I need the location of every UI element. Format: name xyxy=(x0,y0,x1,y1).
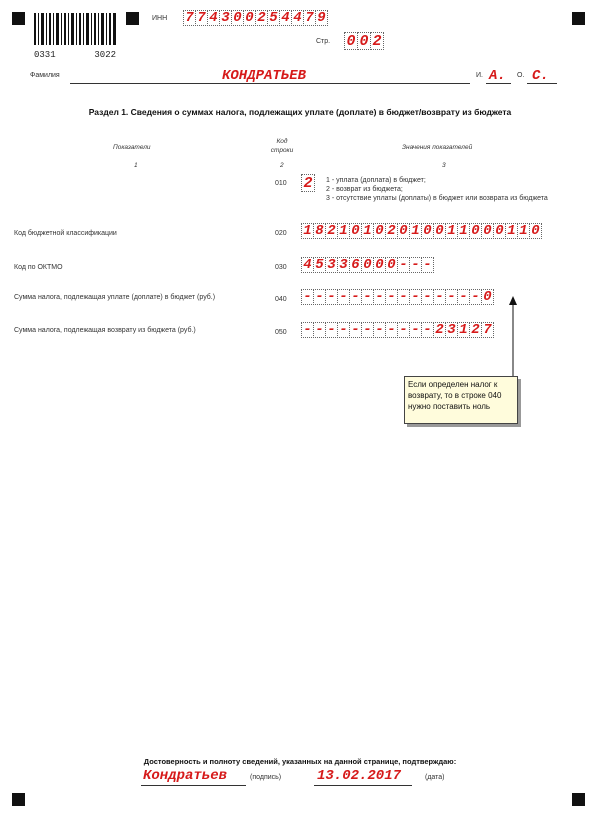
digit-cell[interactable]: - xyxy=(445,289,458,305)
digit-cell[interactable]: 4 xyxy=(291,10,304,26)
signature-value[interactable]: Кондратьев xyxy=(143,768,228,784)
header-col-values: Значения показателей xyxy=(402,144,473,151)
digit-cell[interactable]: 0 xyxy=(357,32,371,50)
initial-o-label: О. xyxy=(517,72,525,79)
digit-cell[interactable]: - xyxy=(325,322,338,338)
digit-cell[interactable]: 3 xyxy=(337,257,350,273)
digit-cell[interactable]: - xyxy=(385,322,398,338)
signature-label: (подпись) xyxy=(250,774,282,781)
digit-cell[interactable]: 0 xyxy=(493,223,506,239)
digit-cell[interactable]: 1 xyxy=(445,223,458,239)
date-underline xyxy=(314,785,412,786)
header-col-code-line1: Код xyxy=(276,138,288,145)
digit-cell[interactable]: - xyxy=(469,289,482,305)
digit-cell[interactable]: - xyxy=(409,257,422,273)
digit-cell[interactable]: 0 xyxy=(481,289,494,305)
inn-label: ИНН xyxy=(152,15,168,22)
digit-cell[interactable]: - xyxy=(457,289,470,305)
digit-cell[interactable]: 4 xyxy=(279,10,292,26)
row-040-label: Сумма налога, подлежащая уплате (доплате) в бюджет (руб.) xyxy=(14,294,216,301)
row-030-code: 030 xyxy=(275,264,287,271)
digit-cell[interactable]: 4 xyxy=(207,10,220,26)
digit-cell[interactable]: - xyxy=(433,289,446,305)
digit-cell[interactable]: 7 xyxy=(183,10,196,26)
digit-cell[interactable]: 7 xyxy=(303,10,316,26)
barcode-bars xyxy=(34,13,116,45)
initial-i-label: И. xyxy=(476,72,483,79)
page-number-field[interactable] xyxy=(344,32,383,50)
date-value[interactable]: 13.02.2017 xyxy=(317,768,402,784)
row-050-field[interactable] xyxy=(301,322,493,338)
digit-cell[interactable]: - xyxy=(385,289,398,305)
digit-cell[interactable]: 0 xyxy=(421,223,434,239)
row-020-label: Код бюджетной классификации xyxy=(14,230,117,237)
digit-cell[interactable]: - xyxy=(349,322,362,338)
initial-i-value[interactable]: А. xyxy=(489,68,506,84)
digit-cell[interactable]: 0 xyxy=(373,257,386,273)
row-020-code: 020 xyxy=(275,230,287,237)
row-020-field[interactable] xyxy=(301,223,541,239)
digit-cell[interactable]: 5 xyxy=(313,257,326,273)
digit-cell[interactable]: - xyxy=(397,289,410,305)
digit-cell[interactable]: 4 xyxy=(301,257,314,273)
digit-cell[interactable]: 6 xyxy=(349,257,362,273)
corner-marker-top-right xyxy=(572,12,585,25)
digit-cell[interactable]: - xyxy=(301,322,314,338)
digit-cell[interactable]: 0 xyxy=(344,32,358,50)
page-label: Стр. xyxy=(316,38,331,45)
note-text: Если определен налог к возврату, то в строке 040 нужно поставить ноль xyxy=(408,380,502,411)
digit-cell[interactable]: 2 xyxy=(370,32,384,50)
barcode-number-left: 0331 xyxy=(34,50,56,60)
row-010-options xyxy=(326,176,548,203)
corner-marker-bottom-left xyxy=(12,793,25,806)
signature-underline xyxy=(141,785,246,786)
row-050-code: 050 xyxy=(275,329,287,336)
note-callout xyxy=(404,376,518,424)
row-030-label: Код по ОКТМО xyxy=(14,264,63,271)
digit-cell[interactable]: 2 xyxy=(325,223,338,239)
digit-cell[interactable]: 7 xyxy=(195,10,208,26)
digit-cell[interactable]: - xyxy=(409,322,422,338)
header-num-2: 2 xyxy=(280,162,284,169)
digit-cell[interactable]: - xyxy=(313,289,326,305)
row-010-code: 010 xyxy=(275,180,287,187)
digit-cell[interactable]: - xyxy=(373,322,386,338)
digit-cell[interactable]: 1 xyxy=(457,223,470,239)
row-050-label: Сумма налога, подлежащая возврату из бюджета (руб.) xyxy=(14,327,196,334)
digit-cell[interactable]: 3 xyxy=(325,257,338,273)
row-010-option-2: 2 - возврат из бюджета; xyxy=(326,186,403,193)
digit-cell[interactable]: 0 xyxy=(373,223,386,239)
row-030-field[interactable] xyxy=(301,257,433,273)
digit-cell[interactable]: 1 xyxy=(409,223,422,239)
digit-cell[interactable]: 1 xyxy=(301,223,314,239)
surname-label: Фамилия xyxy=(30,72,60,79)
digit-cell[interactable]: 2 xyxy=(433,322,446,338)
digit-cell[interactable]: - xyxy=(325,289,338,305)
digit-cell[interactable]: 1 xyxy=(505,223,518,239)
date-label: (дата) xyxy=(425,774,445,781)
digit-cell[interactable]: - xyxy=(361,322,374,338)
digit-cell[interactable]: 2 xyxy=(385,223,398,239)
corner-marker-bottom-right xyxy=(572,793,585,806)
barcode xyxy=(34,13,116,60)
digit-cell[interactable]: 0 xyxy=(397,223,410,239)
initial-o-value[interactable]: С. xyxy=(532,68,549,84)
row-010-option-3: 3 - отсутствие уплаты (доплаты) в бюджет или возврата из бюджета xyxy=(326,195,548,202)
header-num-1: 1 xyxy=(134,162,138,169)
header-col-indicators: Показатели xyxy=(113,144,151,151)
digit-cell[interactable]: - xyxy=(373,289,386,305)
row-040-field[interactable] xyxy=(301,289,493,305)
digit-cell[interactable]: 1 xyxy=(457,322,470,338)
digit-cell[interactable]: 0 xyxy=(231,10,244,26)
digit-cell[interactable]: - xyxy=(421,322,434,338)
header-col-code xyxy=(262,137,302,155)
digit-cell[interactable]: 0 xyxy=(529,223,542,239)
corner-marker-top-left xyxy=(12,12,25,25)
surname-value[interactable]: КОНДРАТЬЕВ xyxy=(222,68,307,84)
footer-confirmation: Достоверность и полноту сведений, указанных на данной странице, подтверждаю: xyxy=(143,757,457,766)
digit-cell[interactable]: 0 xyxy=(433,223,446,239)
digit-cell[interactable]: 3 xyxy=(219,10,232,26)
digit-cell[interactable]: 0 xyxy=(469,223,482,239)
digit-cell[interactable]: - xyxy=(313,322,326,338)
digit-cell[interactable]: 1 xyxy=(517,223,530,239)
digit-cell[interactable]: 2 xyxy=(255,10,268,26)
digit-cell[interactable]: 9 xyxy=(315,10,328,26)
digit-cell[interactable]: - xyxy=(301,289,314,305)
digit-cell[interactable]: 0 xyxy=(481,223,494,239)
digit-cell[interactable]: 0 xyxy=(385,257,398,273)
digit-cell[interactable]: 2 xyxy=(469,322,482,338)
digit-cell[interactable]: - xyxy=(421,257,434,273)
section-title: Раздел 1. Сведения о суммах налога, подлежащих уплате (доплате) в бюджет/возврату из бюджета xyxy=(88,107,512,117)
digit-cell[interactable]: - xyxy=(409,289,422,305)
header-col-code-line2: строки xyxy=(270,147,294,154)
row-010-option-1: 1 - уплата (доплата) в бюджет; xyxy=(326,177,426,184)
digit-cell[interactable]: 7 xyxy=(481,322,494,338)
digit-cell[interactable]: - xyxy=(421,289,434,305)
digit-cell[interactable]: 2 xyxy=(301,174,315,192)
digit-cell[interactable]: - xyxy=(337,289,350,305)
digit-cell[interactable]: 8 xyxy=(313,223,326,239)
digit-cell[interactable]: 0 xyxy=(349,223,362,239)
note-arrow xyxy=(500,296,530,380)
digit-cell[interactable]: 5 xyxy=(267,10,280,26)
corner-marker-top-center xyxy=(126,12,139,25)
header-num-3: 3 xyxy=(442,162,446,169)
digit-cell[interactable]: - xyxy=(337,322,350,338)
digit-cell[interactable]: - xyxy=(361,289,374,305)
digit-cell[interactable]: 1 xyxy=(337,223,350,239)
digit-cell[interactable]: - xyxy=(397,322,410,338)
digit-cell[interactable]: 0 xyxy=(361,257,374,273)
digit-cell[interactable]: 1 xyxy=(361,223,374,239)
digit-cell[interactable]: 3 xyxy=(445,322,458,338)
row-010-field[interactable] xyxy=(301,174,314,192)
digit-cell[interactable]: 0 xyxy=(243,10,256,26)
row-040-code: 040 xyxy=(275,296,287,303)
inn-field[interactable] xyxy=(183,10,327,26)
digit-cell[interactable]: - xyxy=(349,289,362,305)
digit-cell[interactable]: - xyxy=(397,257,410,273)
barcode-number-right: 3022 xyxy=(94,50,116,60)
